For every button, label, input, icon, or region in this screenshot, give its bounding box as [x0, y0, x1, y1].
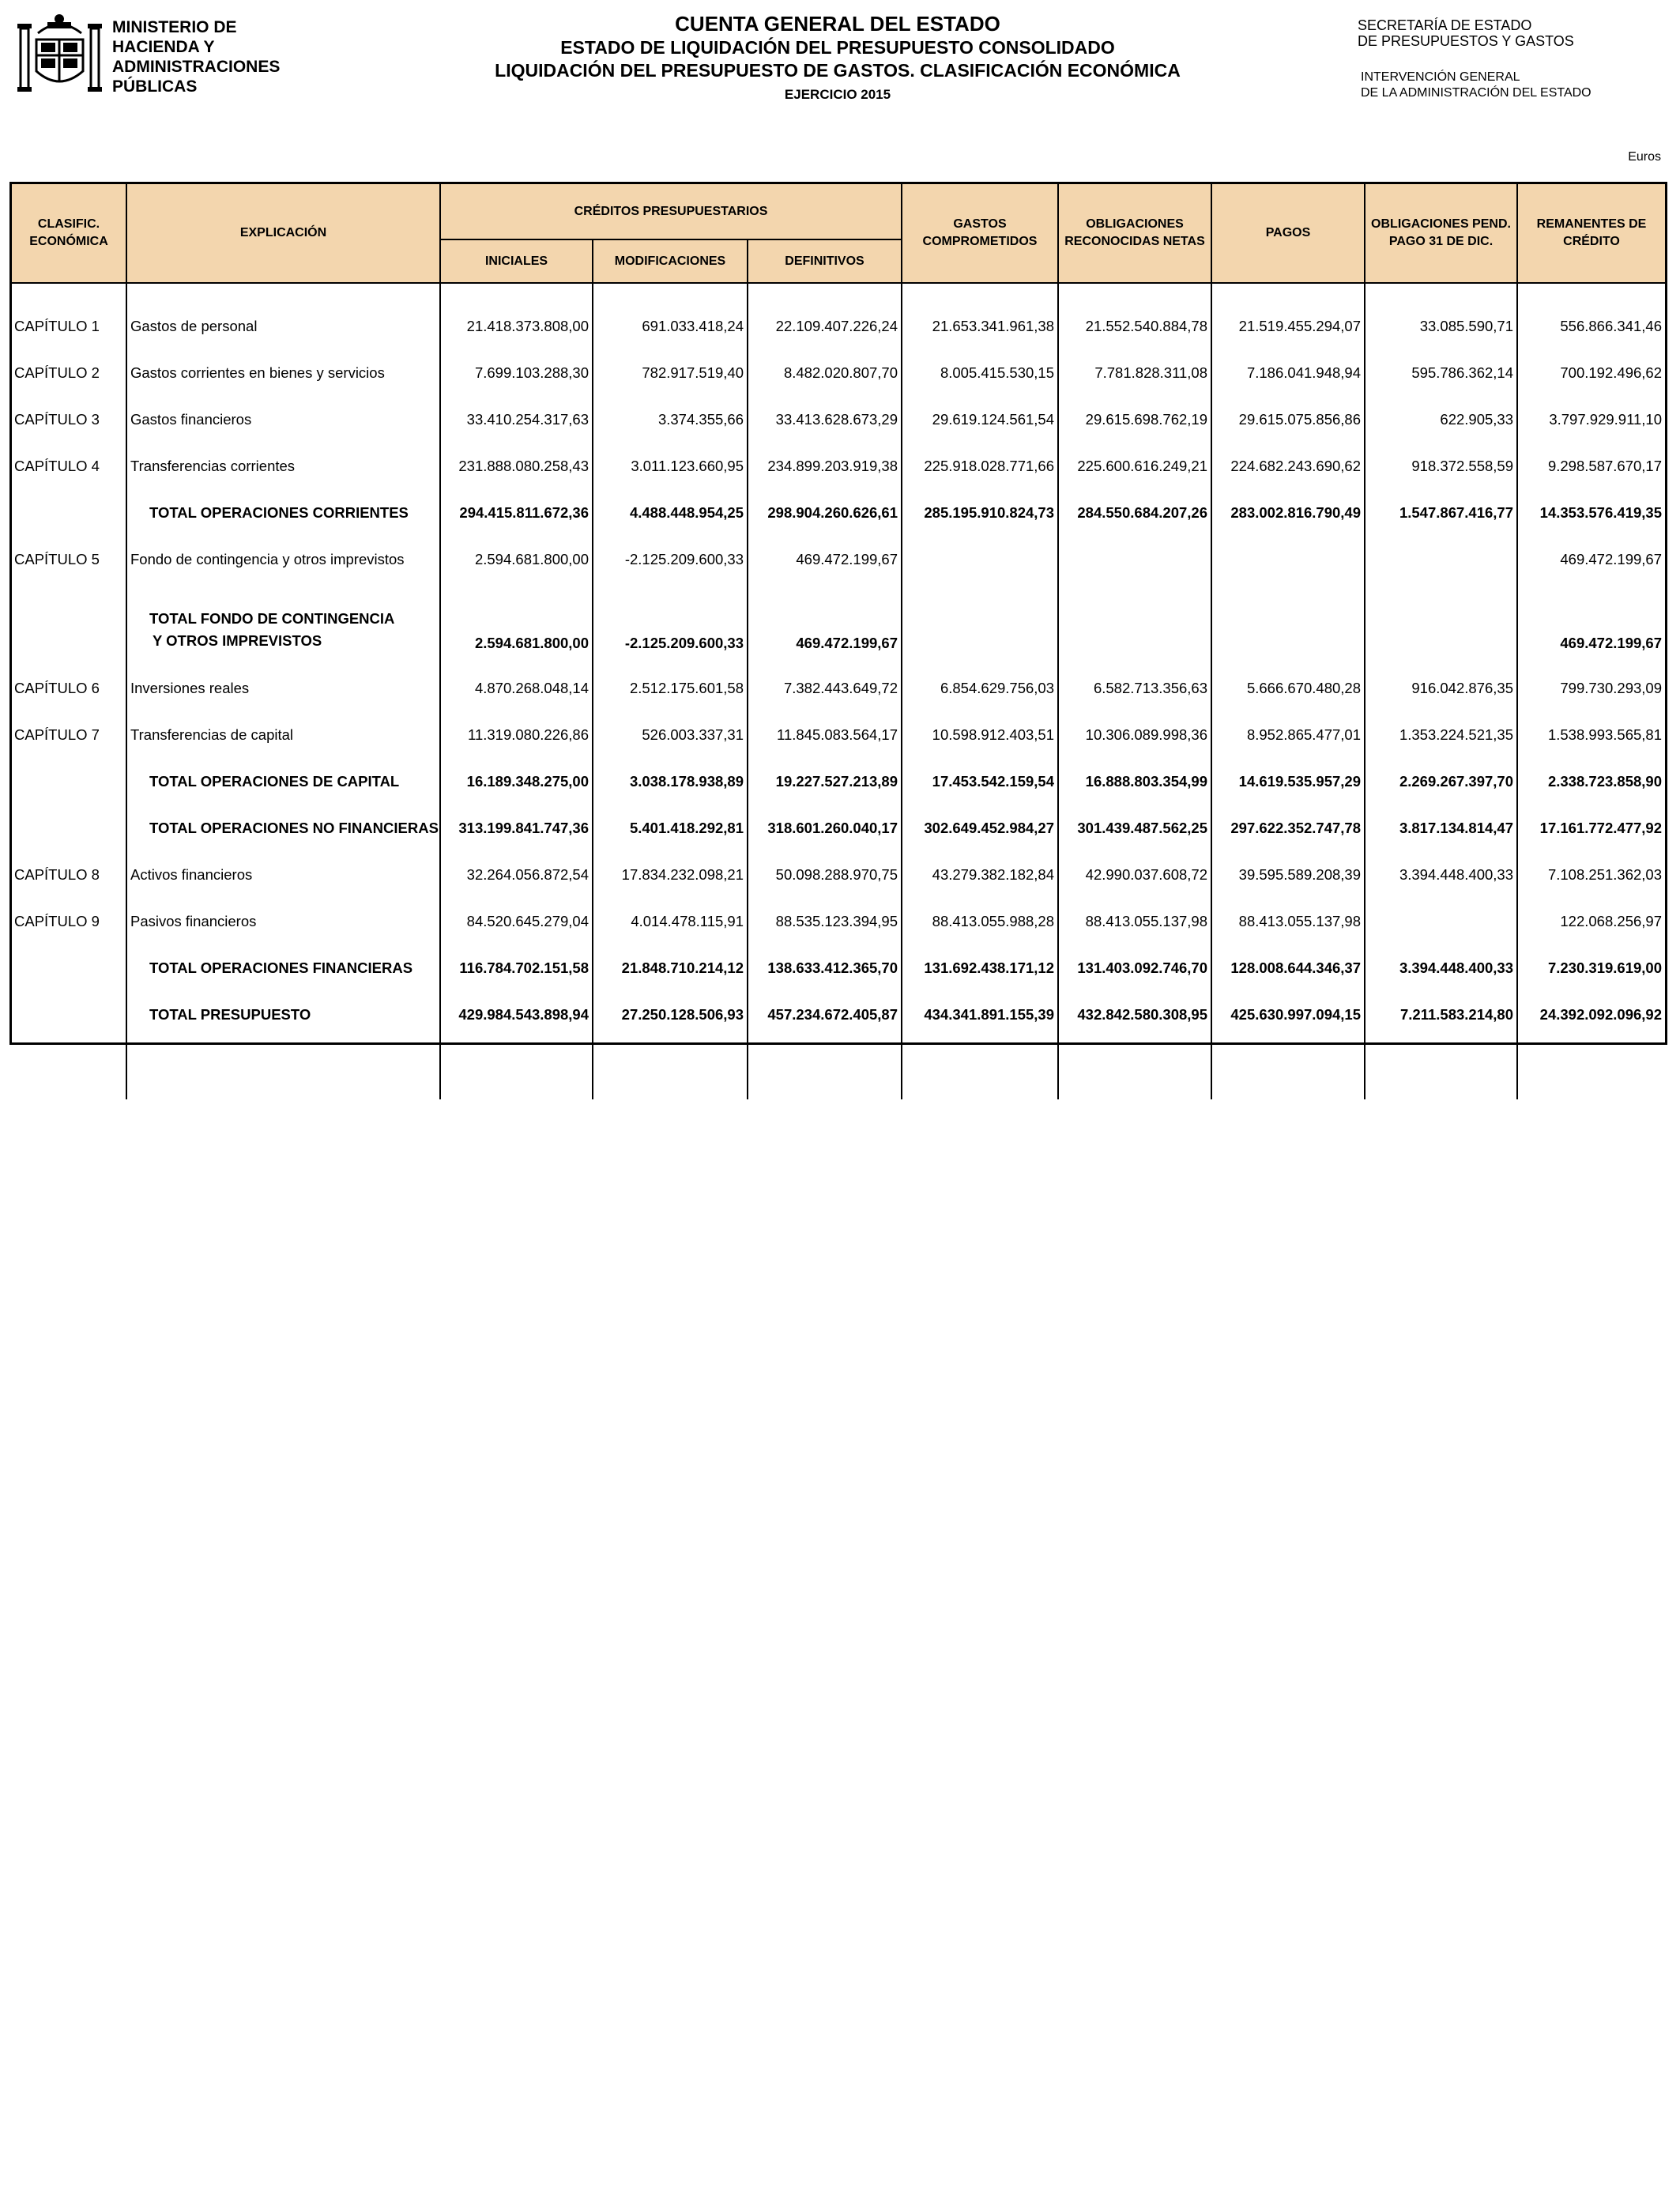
cell-remanentes: 9.298.587.670,17 — [1547, 457, 1662, 474]
cell-explicacion: Pasivos financieros — [126, 898, 440, 944]
cell-explicacion: TOTAL OPERACIONES NO FINANCIERAS — [126, 805, 440, 851]
table-row — [12, 851, 1665, 898]
secretaria-label — [1358, 17, 1574, 49]
cell-remanentes: 700.192.496,62 — [1560, 364, 1662, 381]
col-clasific-header — [12, 184, 126, 283]
cell-explicacion: Activos financieros — [126, 851, 440, 898]
intervencion-label — [1361, 70, 1591, 101]
total-row — [12, 805, 1665, 851]
intervencion-line: INTERVENCIÓN GENERAL — [1361, 70, 1520, 84]
cell-obligaciones-netas — [1058, 582, 1211, 665]
cell-modificaciones: 526.003.337,31 — [593, 711, 748, 758]
cell-clasific: CAPÍTULO 4 — [12, 443, 126, 489]
total-row — [12, 489, 1665, 536]
cell-modificaciones: 691.033.418,24 — [593, 303, 748, 349]
table-row — [12, 443, 1665, 489]
cell-modificaciones: 2.512.175.601,58 — [593, 665, 748, 711]
col-obligaciones-line: OBLIGACIONES — [1086, 217, 1184, 231]
cell-pagos: 8.952.865.477,01 — [1211, 711, 1365, 758]
total-row — [12, 944, 1665, 991]
col-obligaciones-header — [1058, 184, 1211, 283]
cell-definitivos: 33.413.628.673,29 — [748, 396, 902, 443]
cell-remanentes: 3.797.929.911,10 — [1549, 410, 1662, 428]
cell-pagos: 7.186.041.948,94 — [1211, 349, 1365, 396]
cell-obligaciones-netas: 88.413.055.137,98 — [1058, 898, 1211, 944]
ministry-line: HACIENDA Y — [112, 38, 215, 56]
cell-clasific — [12, 582, 126, 665]
coat-of-arms-logo — [14, 9, 105, 95]
cell-gastos-comprometidos: 434.341.891.155,39 — [902, 991, 1058, 1038]
exercise-year: EJERCICIO 2015 — [784, 87, 891, 102]
cell-pagos: 283.002.816.790,49 — [1211, 489, 1365, 536]
table-row — [12, 396, 1665, 443]
total-row — [12, 991, 1665, 1038]
cell-pagos — [1211, 582, 1365, 665]
cell-modificaciones: -2.125.209.600,33 — [593, 582, 748, 665]
cell-iniciales: 16.189.348.275,00 — [440, 758, 593, 805]
cell-explicacion: Gastos corrientes en bienes y servicios — [126, 349, 440, 396]
cell-obligaciones-netas: 6.582.713.356,63 — [1058, 665, 1211, 711]
cell-modificaciones: 3.038.178.938,89 — [593, 758, 748, 805]
col-explicacion-header: EXPLICACIÓN — [126, 184, 440, 283]
cell-iniciales: 4.870.268.048,14 — [440, 665, 593, 711]
cell-clasific — [12, 489, 126, 536]
cell-oblig-pend — [1365, 898, 1517, 944]
total-row — [12, 758, 1665, 805]
col-iniciales-header: INICIALES — [440, 239, 593, 283]
cell-clasific — [12, 805, 126, 851]
cell-clasific: CAPÍTULO 2 — [12, 349, 126, 396]
cell-gastos-comprometidos: 6.854.629.756,03 — [902, 665, 1058, 711]
cell-modificaciones: 3.374.355,66 — [593, 396, 748, 443]
cell-iniciales: 2.594.681.800,00 — [440, 536, 593, 582]
cell-pagos: 425.630.997.094,15 — [1211, 991, 1365, 1038]
cell-definitivos: 469.472.199,67 — [748, 536, 902, 582]
col-remanentes-line: CRÉDITO — [1563, 235, 1620, 248]
cell-clasific: CAPÍTULO 9 — [12, 898, 126, 944]
cell-obligaciones-netas: 131.403.092.746,70 — [1058, 944, 1211, 991]
cell-obligaciones-netas: 432.842.580.308,95 — [1058, 991, 1211, 1038]
cell-explicacion: Gastos financieros — [126, 396, 440, 443]
cell-clasific — [12, 944, 126, 991]
col-remanentes-header — [1517, 184, 1665, 283]
cell-pagos: 297.622.352.747,78 — [1211, 805, 1365, 851]
cell-gastos-comprometidos: 43.279.382.182,84 — [902, 851, 1058, 898]
cell-oblig-pend — [1365, 582, 1517, 665]
secretaria-line: SECRETARÍA DE ESTADO — [1358, 17, 1532, 33]
cell-definitivos: 19.227.527.213,89 — [748, 758, 902, 805]
cell-modificaciones: 4.014.478.115,91 — [593, 898, 748, 944]
col-clasific-line: ECONÓMICA — [29, 235, 108, 248]
cell-gastos-comprometidos: 29.619.124.561,54 — [902, 396, 1058, 443]
cell-remanentes: 7.108.251.362,03 — [1547, 865, 1662, 883]
cell-modificaciones: 27.250.128.506,93 — [593, 991, 748, 1038]
col-gastos-header — [902, 184, 1058, 283]
ministry-line: PÚBLICAS — [112, 77, 198, 96]
col-definitivos-header: DEFINITIVOS — [748, 239, 902, 283]
col-gastos-line: COMPROMETIDOS — [922, 235, 1038, 248]
cell-explicacion: TOTAL OPERACIONES CORRIENTES — [126, 489, 440, 536]
cell-oblig-pend: 916.042.876,35 — [1365, 665, 1517, 711]
cell-iniciales: 231.888.080.258,43 — [440, 443, 593, 489]
ministry-line: ADMINISTRACIONES — [112, 58, 281, 76]
cell-gastos-comprometidos: 8.005.415.530,15 — [902, 349, 1058, 396]
cell-pagos: 14.619.535.957,29 — [1211, 758, 1365, 805]
cell-gastos-comprometidos — [902, 536, 1058, 582]
cell-gastos-comprometidos: 88.413.055.988,28 — [902, 898, 1058, 944]
col-remanentes-line: REMANENTES DE — [1536, 217, 1647, 231]
cell-gastos-comprometidos: 10.598.912.403,51 — [902, 711, 1058, 758]
cell-explicacion: TOTAL PRESUPUESTO — [126, 991, 440, 1038]
col-clasific-line: CLASIFIC. — [37, 217, 100, 231]
col-oblig-pend-line: PAGO 31 DE DIC. — [1388, 235, 1494, 248]
cell-definitivos: 88.535.123.394,95 — [748, 898, 902, 944]
cell-pagos: 5.666.670.480,28 — [1211, 665, 1365, 711]
cell-clasific: CAPÍTULO 3 — [12, 396, 126, 443]
cell-iniciales: 32.264.056.872,54 — [440, 851, 593, 898]
cell-iniciales: 294.415.811.672,36 — [440, 489, 593, 536]
col-obligaciones-line: RECONOCIDAS NETAS — [1064, 235, 1205, 248]
cell-definitivos: 469.472.199,67 — [748, 582, 902, 665]
col-gastos-line: GASTOS — [953, 217, 1007, 231]
cell-gastos-comprometidos: 302.649.452.984,27 — [902, 805, 1058, 851]
cell-gastos-comprometidos — [902, 582, 1058, 665]
cell-obligaciones-netas: 301.439.487.562,25 — [1058, 805, 1211, 851]
cell-clasific — [12, 758, 126, 805]
cell-oblig-pend: 1.547.867.416,77 — [1365, 489, 1517, 536]
cell-oblig-pend: 595.786.362,14 — [1365, 349, 1517, 396]
cell-remanentes: 7.230.319.619,00 — [1547, 959, 1662, 976]
cell-definitivos: 457.234.672.405,87 — [748, 991, 902, 1038]
cell-explicacion: TOTAL OPERACIONES FINANCIERAS — [126, 944, 440, 991]
cell-iniciales: 313.199.841.747,36 — [440, 805, 593, 851]
cell-gastos-comprometidos: 131.692.438.171,12 — [902, 944, 1058, 991]
cell-pagos — [1211, 536, 1365, 582]
cell-pagos: 39.595.589.208,39 — [1211, 851, 1365, 898]
cell-iniciales: 116.784.702.151,58 — [440, 944, 593, 991]
cell-modificaciones: 4.488.448.954,25 — [593, 489, 748, 536]
cell-oblig-pend: 2.269.267.397,70 — [1365, 758, 1517, 805]
ministry-name — [112, 17, 280, 96]
cell-clasific: CAPÍTULO 6 — [12, 665, 126, 711]
cell-definitivos: 8.482.020.807,70 — [748, 349, 902, 396]
secretaria-line: DE PRESUPUESTOS Y GASTOS — [1358, 33, 1574, 49]
table-row — [12, 536, 1665, 582]
cell-modificaciones: 17.834.232.098,21 — [593, 851, 748, 898]
cell-remanentes: 1.538.993.565,81 — [1547, 726, 1662, 743]
cell-remanentes: 122.068.256,97 — [1560, 912, 1662, 929]
cell-obligaciones-netas: 284.550.684.207,26 — [1058, 489, 1211, 536]
cell-pagos: 88.413.055.137,98 — [1211, 898, 1365, 944]
cell-oblig-pend: 3.394.448.400,33 — [1365, 944, 1517, 991]
cell-obligaciones-netas: 225.600.616.249,21 — [1058, 443, 1211, 489]
cell-obligaciones-netas: 42.990.037.608,72 — [1058, 851, 1211, 898]
ministry-line: MINISTERIO DE — [112, 18, 237, 36]
cell-modificaciones: 5.401.418.292,81 — [593, 805, 748, 851]
cell-definitivos: 234.899.203.919,38 — [748, 443, 902, 489]
cell-clasific: CAPÍTULO 1 — [12, 303, 126, 349]
intervencion-line: DE LA ADMINISTRACIÓN DEL ESTADO — [1361, 86, 1591, 100]
cell-pagos: 29.615.075.856,86 — [1211, 396, 1365, 443]
cell-definitivos: 318.601.260.040,17 — [748, 805, 902, 851]
cell-remanentes: 2.338.723.858,90 — [1547, 772, 1662, 790]
cell-oblig-pend: 3.817.134.814,47 — [1365, 805, 1517, 851]
cell-remanentes: 24.392.092.096,92 — [1539, 1005, 1662, 1023]
cell-obligaciones-netas — [1058, 536, 1211, 582]
cell-clasific — [12, 991, 126, 1038]
cell-oblig-pend: 1.353.224.521,35 — [1365, 711, 1517, 758]
col-creditos-group-header: CRÉDITOS PRESUPUESTARIOS — [440, 184, 902, 239]
report-subtitle-2: LIQUIDACIÓN DEL PRESUPUESTO DE GASTOS. CLASIFICACIÓN ECONÓMICA — [495, 60, 1181, 81]
cell-gastos-comprometidos: 285.195.910.824,73 — [902, 489, 1058, 536]
table-row — [12, 665, 1665, 711]
col-pagos-header: PAGOS — [1211, 184, 1365, 283]
col-oblig-pend-header — [1365, 184, 1517, 283]
cell-oblig-pend: 7.211.583.214,80 — [1365, 991, 1517, 1038]
cell-pagos: 128.008.644.346,37 — [1211, 944, 1365, 991]
cell-obligaciones-netas: 10.306.089.998,36 — [1058, 711, 1211, 758]
cell-definitivos: 7.382.443.649,72 — [748, 665, 902, 711]
explicacion-line: Y OTROS IMPREVISTOS — [153, 632, 322, 649]
cell-obligaciones-netas: 7.781.828.311,08 — [1058, 349, 1211, 396]
table-row — [12, 303, 1665, 349]
report-titles — [443, 11, 1233, 104]
cell-definitivos: 11.845.083.564,17 — [748, 711, 902, 758]
cell-modificaciones: 782.917.519,40 — [593, 349, 748, 396]
cell-explicacion: TOTAL OPERACIONES DE CAPITAL — [126, 758, 440, 805]
cell-remanentes: 469.472.199,67 — [1560, 635, 1662, 651]
cell-iniciales: 2.594.681.800,00 — [440, 582, 593, 665]
table-row — [12, 349, 1665, 396]
cell-modificaciones: 3.011.123.660,95 — [593, 443, 748, 489]
cell-remanentes: 469.472.199,67 — [1560, 550, 1662, 567]
cell-gastos-comprometidos: 17.453.542.159,54 — [902, 758, 1058, 805]
cell-definitivos: 138.633.412.365,70 — [748, 944, 902, 991]
table-row — [12, 898, 1665, 944]
cell-modificaciones: 21.848.710.214,12 — [593, 944, 748, 991]
cell-definitivos: 298.904.260.626,61 — [748, 489, 902, 536]
cell-explicacion: Inversiones reales — [126, 665, 440, 711]
explicacion-line: TOTAL FONDO DE CONTINGENCIA — [149, 610, 395, 627]
cell-clasific: CAPÍTULO 5 — [12, 536, 126, 582]
cell-explicacion: Transferencias corrientes — [126, 443, 440, 489]
cell-explicacion: Gastos de personal — [126, 303, 440, 349]
report-subtitle: ESTADO DE LIQUIDACIÓN DEL PRESUPUESTO CONSOLIDADO — [560, 37, 1115, 58]
cell-clasific: CAPÍTULO 8 — [12, 851, 126, 898]
cell-pagos: 21.519.455.294,07 — [1211, 303, 1365, 349]
cell-obligaciones-netas: 16.888.803.354,99 — [1058, 758, 1211, 805]
cell-oblig-pend: 33.085.590,71 — [1365, 303, 1517, 349]
cell-explicacion — [126, 582, 440, 665]
units-label: Euros — [1628, 150, 1661, 164]
cell-modificaciones: -2.125.209.600,33 — [593, 536, 748, 582]
cell-iniciales: 429.984.543.898,94 — [440, 991, 593, 1038]
cell-oblig-pend: 622.905,33 — [1365, 396, 1517, 443]
col-modificaciones-header: MODIFICACIONES — [593, 239, 748, 283]
budget-table — [9, 182, 1667, 1045]
total-row — [12, 582, 1665, 665]
cell-obligaciones-netas: 21.552.540.884,78 — [1058, 303, 1211, 349]
report-title: CUENTA GENERAL DEL ESTADO — [675, 12, 1000, 36]
cell-remanentes: 556.866.341,46 — [1560, 317, 1662, 334]
cell-explicacion: Fondo de contingencia y otros imprevistos — [126, 536, 440, 582]
cell-remanentes: 799.730.293,09 — [1560, 679, 1662, 696]
cell-gastos-comprometidos: 225.918.028.771,66 — [902, 443, 1058, 489]
cell-obligaciones-netas: 29.615.698.762,19 — [1058, 396, 1211, 443]
col-oblig-pend-line: OBLIGACIONES PEND. — [1371, 217, 1511, 231]
cell-clasific: CAPÍTULO 7 — [12, 711, 126, 758]
cell-remanentes: 14.353.576.419,35 — [1539, 503, 1662, 521]
cell-pagos: 224.682.243.690,62 — [1211, 443, 1365, 489]
cell-iniciales: 21.418.373.808,00 — [440, 303, 593, 349]
cell-iniciales: 7.699.103.288,30 — [440, 349, 593, 396]
cell-oblig-pend: 3.394.448.400,33 — [1365, 851, 1517, 898]
table-row — [12, 711, 1665, 758]
cell-oblig-pend — [1365, 536, 1517, 582]
cell-iniciales: 84.520.645.279,04 — [440, 898, 593, 944]
cell-iniciales: 33.410.254.317,63 — [440, 396, 593, 443]
cell-remanentes: 17.161.772.477,92 — [1539, 819, 1662, 836]
cell-gastos-comprometidos: 21.653.341.961,38 — [902, 303, 1058, 349]
cell-definitivos: 22.109.407.226,24 — [748, 303, 902, 349]
cell-explicacion: Transferencias de capital — [126, 711, 440, 758]
cell-oblig-pend: 918.372.558,59 — [1365, 443, 1517, 489]
cell-definitivos: 50.098.288.970,75 — [748, 851, 902, 898]
cell-iniciales: 11.319.080.226,86 — [440, 711, 593, 758]
